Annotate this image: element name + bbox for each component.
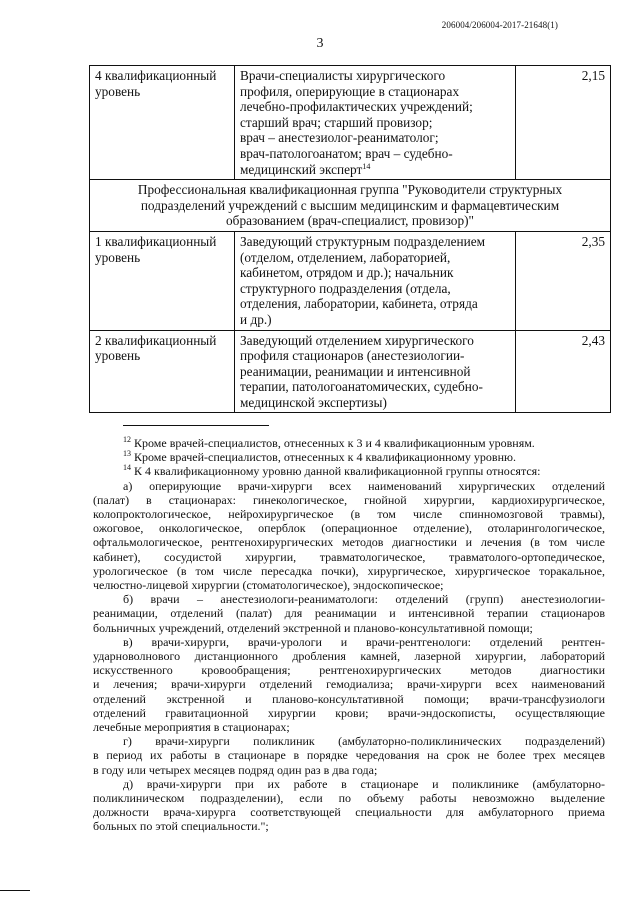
footnote-13: $^{13}$ Кроме врачей-специалистов, отнесенных к 4 квалификационному уровню. — [123, 449, 516, 465]
coefficient-cell: 2,43 — [516, 330, 611, 413]
document-id: 206004/206004-2017-21648(1) — [441, 20, 558, 30]
footnote-item-line: д) врачи-хирурги при их работе в стационаре и поликлинике (амбулаторно- — [123, 776, 605, 791]
footnote-item — [93, 479, 605, 593]
description-line: врач-патологоанатом; врач – судебно- — [240, 145, 453, 161]
footnote-item-line: больных по этой специальности."; — [93, 819, 269, 834]
footnote-item-line: и лечения; врачи-хирурги отделений гемодиализа; врачи-хирурги всех наименований — [93, 677, 605, 692]
footnote-item-line: г) врачи-хирурги поликлиник (амбулаторно-поликлинических подразделений) — [123, 734, 605, 749]
description-line: реанимации, реанимации и интенсивной — [240, 363, 471, 379]
footnote-item — [93, 635, 605, 734]
footnote-item — [93, 592, 605, 635]
description-line: профиля стационаров (анестезиологии- — [240, 348, 465, 364]
description-line: медицинский эксперт$^{14}$ — [240, 161, 371, 177]
table-row — [90, 231, 611, 330]
footnote-ref-14: 14 — [362, 161, 371, 171]
footnote-item-line: челюстно-лицевой хирургии (стоматологическое), эндоскопическое; — [93, 578, 444, 593]
group-header-line: Профессиональная квалификационная группа "Руководители структурных — [137, 182, 563, 198]
qualification-table — [89, 65, 611, 413]
description-line: кабинетом, отрядом и др.); начальник — [240, 265, 454, 281]
coefficient-cell: 2,35 — [516, 231, 611, 330]
footnote-item-line: в) врачи-хирурги, врачи-урологи и врачи-рентгенологи: отделений рентген- — [123, 634, 605, 649]
group-header-line: образованием (врач-специалист, провизор)" — [226, 213, 474, 229]
footnote-item — [93, 734, 605, 777]
level-line: 2 квалификационный — [95, 332, 217, 348]
description-line: профиля, оперирующие в стационарах — [240, 83, 460, 99]
level-line: 1 квалификационный — [95, 233, 217, 249]
description-line: Заведующий структурным подразделением — [240, 233, 486, 249]
description-line: Заведующий отделением хирургического — [240, 332, 474, 348]
description-line: (отделом, отделением, лабораторией, — [240, 249, 451, 265]
footnote-separator — [123, 425, 269, 426]
level-line: уровень — [95, 249, 141, 265]
footnote-item-line: реанимации, отделений (палат) для реанимации и интенсивной терапии стационаров — [93, 606, 605, 621]
description-line: лечебно-профилактических учреждений; — [240, 99, 473, 115]
footnote-number: 13 — [123, 449, 131, 459]
page-number: 3 — [316, 36, 324, 51]
description-line: старший врач; старший провизор; — [240, 114, 433, 130]
description-cell — [235, 231, 516, 330]
footnote-item-line: а) оперирующие врачи-хирурги всех наименований хирургических отделений — [123, 478, 605, 493]
level-cell — [90, 231, 235, 330]
coefficient-cell: 2,15 — [516, 66, 611, 180]
description-line: структурного подразделения (отдела, — [240, 280, 451, 296]
description-line: отделения, лаборатории, кабинета, отряда — [240, 296, 478, 312]
footnote-item-line: (палат) в стационарах: гинекологическое, гнойной хирургии, кардиохирургическое, — [93, 492, 605, 507]
level-cell — [90, 330, 235, 413]
footnote-item-line: искусственного кровообращения; рентгенохирургических методов диагностики — [93, 663, 605, 678]
footnote-item-line: должности врача-хирурга соответствующей специальности для амбулаторного приема — [93, 805, 605, 820]
footnote-number: 14 — [123, 463, 131, 473]
footnote-item-line: офтальмологическое, рентгенохирургических методов диагностики и лечения (в том числе — [93, 535, 605, 550]
table-row — [90, 330, 611, 413]
bottom-rule — [0, 890, 30, 891]
footnote-item-line: лечебные мероприятия в стационарах; — [93, 720, 290, 735]
footnote-item-line: отделений гравитационной хирургии крови; врачи-эндоскописты, осуществляющие — [93, 705, 605, 720]
description-line: Врачи-специалисты хирургического — [240, 68, 446, 83]
description-cell — [235, 66, 516, 180]
footnote-item-line: кабинет), сосудистой хирургии, травматологическое, травматолого-ортопедическое, — [93, 549, 605, 564]
description-line: медицинской экспертизы) — [240, 394, 387, 410]
level-cell — [90, 66, 235, 180]
footnote-number: 12 — [123, 435, 131, 444]
description-line: терапии, патологоанатомических, судебно- — [240, 379, 483, 395]
footnote-item — [93, 777, 605, 834]
footnote-item-line: ожоговое, онкологическое, оперблок (операционное отделение), отоларингологическое, — [93, 521, 605, 536]
table-row — [90, 66, 611, 180]
description-line: врач – анестезиолог-реаниматолог; — [240, 130, 439, 146]
group-header-line: подразделений учреждений с высшим медицинским и фармацевтическим — [140, 197, 560, 213]
footnote-item-line: ударноволнового дистанционного дробления камней, лазерной хирургии, лабораторий — [93, 649, 605, 664]
level-line: 4 квалификационный — [95, 68, 217, 83]
group-header-row — [90, 180, 611, 232]
footnote-14-items — [93, 479, 605, 834]
description-cell — [235, 330, 516, 413]
footnote-item-line: отделений экстренной и планово-консультативной помощи; врачи-трансфузиологи — [93, 691, 605, 706]
footnote-item-line: больничных учреждений, отделений экстренной и планово-консультативной помощи; — [93, 620, 533, 635]
footnote-14: $^{14}$ К 4 квалификационному уровню данной квалификационной группы относятся: — [123, 463, 541, 479]
footnote-item-line: урологическое (в том числе пересадка почки), хирургическое, хирургическое торакальное, — [93, 563, 605, 578]
group-header — [90, 180, 611, 232]
footnote-item-line: б) врачи – анестезиологи-реаниматологи: отделений (групп) анестезиологии- — [123, 592, 605, 607]
footnote-item-line: колопроктологическое, нейрохирургическое (в том числе спинномозговой травмы), — [93, 507, 605, 522]
footnote-item-line: в период их работы в стационаре в порядке чередования на срок не более трех месяцев — [93, 748, 605, 763]
footnote-12: $^{12}$ Кроме врачей-специалистов, отнесенных к 3 и 4 квалификационным уровням. — [123, 435, 535, 450]
description-line: и др.) — [240, 311, 272, 327]
level-line: уровень — [95, 83, 141, 99]
level-line: уровень — [95, 348, 141, 364]
footnote-item-line: в году или четырех месяцев подряд один раз в два года; — [93, 762, 378, 777]
footnote-item-line: поликлиническом подразделении), если по объему работы невозможно выделение — [93, 791, 605, 806]
footnotes — [93, 436, 605, 834]
